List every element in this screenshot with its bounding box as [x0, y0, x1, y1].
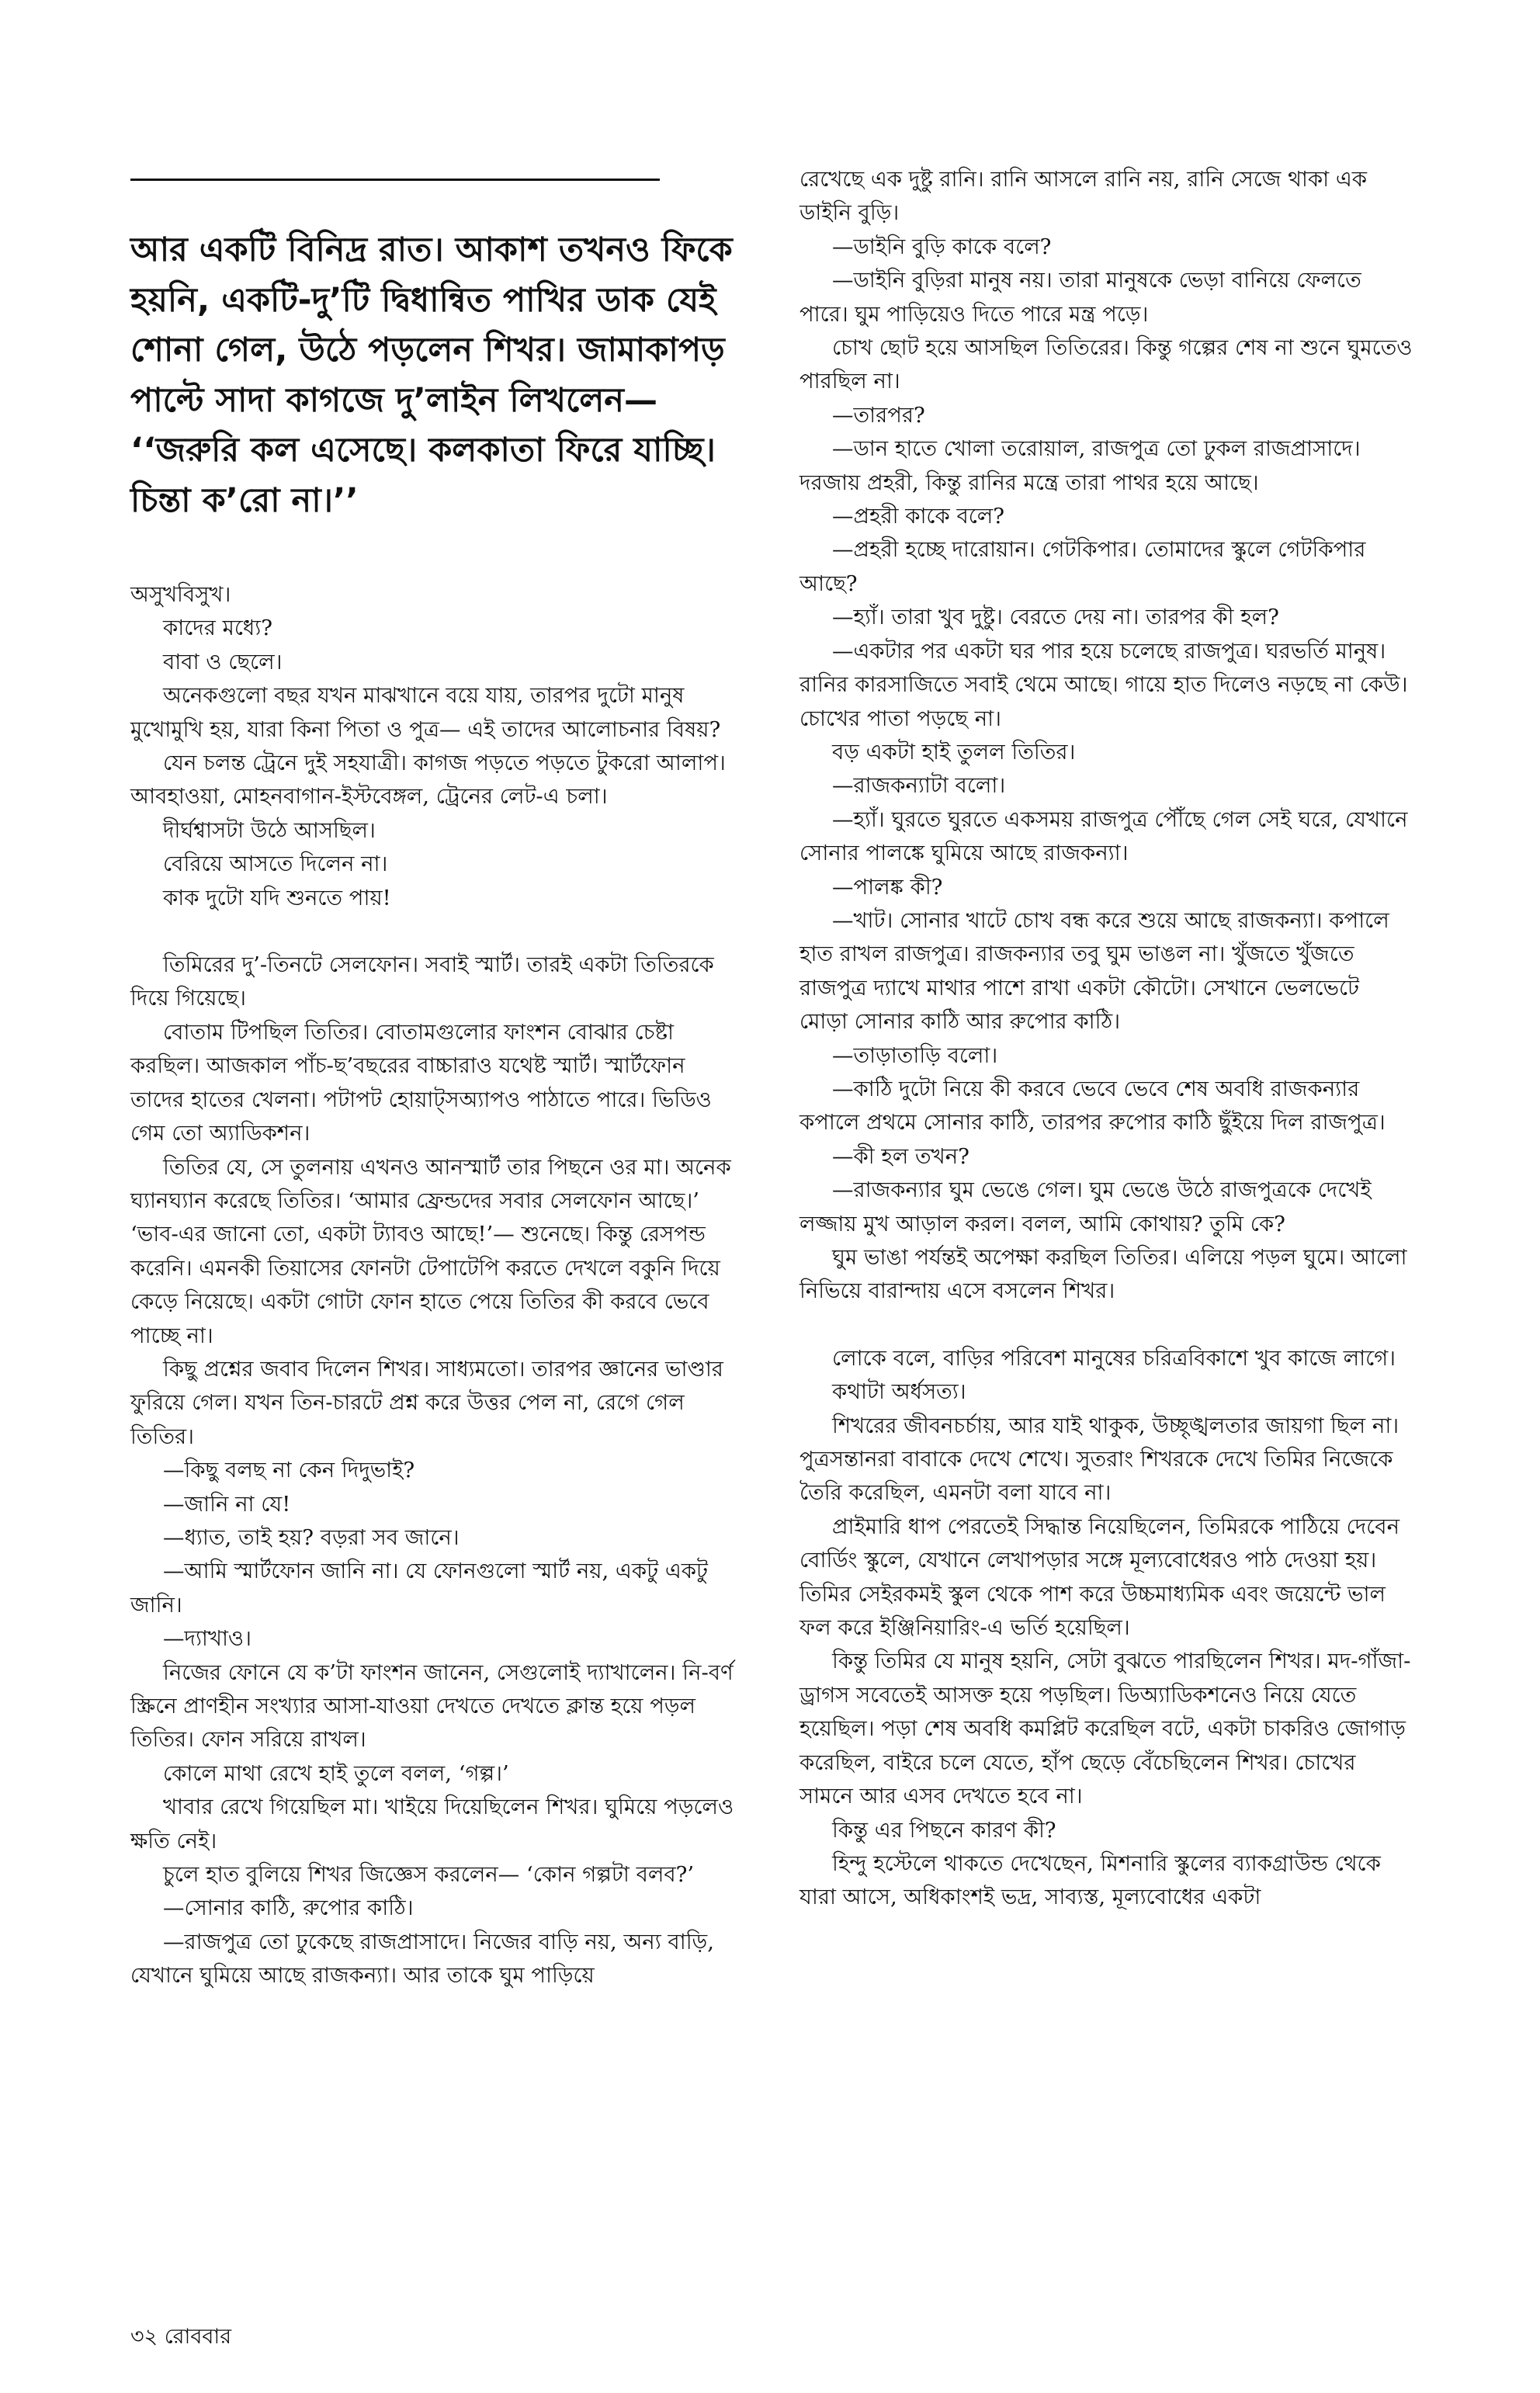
paragraph: বাবা ও ছেলে।	[163, 649, 283, 675]
section-break	[799, 1309, 1413, 1342]
paragraph: ঘুম ভাঙা পর্যন্তই অপেক্ষা করছিল তিতির। এলিয়ে পড়ল ঘুমে। আলো নিভিয়ে বারান্দায় এসে বসলেন শিখর।	[799, 1245, 1407, 1304]
paragraph: অসুখবিসুখ।	[130, 582, 231, 607]
paragraph: কিন্তু এর পিছনে কারণ কী?	[832, 1817, 1056, 1843]
paragraph: দীর্ঘশ্বাসটা উঠে আসছিল।	[163, 817, 376, 843]
paragraph: কথাটা অর্ধসত্য।	[832, 1379, 966, 1405]
left-column	[130, 578, 744, 1993]
pull-quote-text: আর একটি বিনিদ্র রাত। আকাশ তখনও ফিকে হয়নি, একটি-দু’টি দ্বিধান্বিত পাখির ডাক যেই শোনা গেল, উঠে পড়লেন শিখর। জামাকাপড় পাল্টে সাদা কাগজে দু’লাইন লিখলেন— ‘‘জরুরি কল এসেছে। কলকাতা ফিরে যাচ্ছি। চিন্তা ক’রো না।’’	[130, 231, 733, 520]
paragraph: —খাট। সোনার খাটে চোখ বন্ধ করে শুয়ে আছে রাজকন্যা। কপালে হাত রাখল রাজপুত্র। রাজকন্যার তবু ঘুম ভাঙল না। খুঁজতে খুঁজতে রাজপুত্র দ্যাখে মাথার পাশে রাখা একটা কৌটো। সেখানে ভেলভেটে মোড়া সোনার কাঠি আর রুপোর কাঠি।	[799, 907, 1389, 1035]
paragraph: নিজের ফোনে যে ক’টা ফাংশন জানেন, সেগুলোই দ্যাখালেন। নি-বর্ণ স্ক্রিনে প্রাণহীন সংখ্যার আসা-যাওয়া দেখতে দেখতে ক্লান্ত হয়ে পড়ল তিতির। ফোন সরিয়ে রাখল।	[130, 1659, 734, 1753]
paragraph: —জানি না যে!	[163, 1491, 291, 1517]
paragraph: —একটার পর একটা ঘর পার হয়ে চলেছে রাজপুত্র। ঘরভর্তি মানুষ। রানির কারসাজিতে সবাই থেমে আছে। গায়ে হাত দিলেও নড়ছে না কেউ। চোখের পাতা পড়ছে না।	[799, 638, 1408, 731]
paragraph: —হ্যাঁ। তারা খুব দুষ্টু। বেরতে দেয় না। তারপর কী হল?	[832, 605, 1279, 630]
paragraph: —হ্যাঁ। ঘুরতে ঘুরতে একসময় রাজপুত্র পৌঁছে গেল সেই ঘরে, যেখানে সোনার পালঙ্কে ঘুমিয়ে আছে রাজকন্যা।	[799, 806, 1408, 866]
paragraph: কাক দুটো যদি শুনতে পায়!	[163, 885, 391, 910]
paragraph: কাদের মধ্যে?	[163, 616, 273, 641]
paragraph: —ধ্যাত, তাই হয়? বড়রা সব জানে।	[163, 1524, 460, 1550]
paragraph: চুলে হাত বুলিয়ে শিখর জিজ্ঞেস করলেন— ‘কোন গল্পটা বলব?’	[163, 1862, 695, 1888]
paragraph: রেখেছে এক দুষ্টু রানি। রানি আসলে রানি নয়, রানি সেজে থাকা এক ডাইনি বুড়ি।	[799, 167, 1367, 226]
paragraph: তিতির যে, সে তুলনায় এখনও আনস্মার্ট তার পিছনে ওর মা। অনেক ঘ্যানঘ্যান করেছে তিতির। ‘আমার ফ্রেন্ডদের সবার সেলফোন আছে।’ ‘ভাব-এর জানো তো, একটা ট্যাবও আছে!’— শুনেছে। কিন্তু রেসপন্ড করেনি। এমনকী তিয়াসের ফোনটা টেপাটেপি করতে দেখলে বকুনি দিয়ে কেড়ে নিয়েছে। একটা গোটা ফোন হাতে পেয়ে তিতির কী করবে ভেবে পাচ্ছে না।	[130, 1154, 731, 1348]
paragraph: —রাজকন্যাটা বলো।	[832, 773, 1006, 799]
paragraph: চোখ ছোট হয়ে আসছিল তিতিরের। কিন্তু গল্পের শেষ না শুনে ঘুমতেও পারছিল না।	[799, 335, 1413, 394]
top-rule	[130, 179, 660, 181]
paragraph: —কী হল তখন?	[832, 1143, 969, 1169]
paragraph: কোলে মাথা রেখে হাই তুলে বলল, ‘গল্প।’	[163, 1760, 509, 1786]
paragraph: প্রাইমারি ধাপ পেরতেই সিদ্ধান্ত নিয়েছিলেন, তিমিরকে পাঠিয়ে দেবেন বোর্ডিং স্কুলে, যেখানে লেখাপড়ার সঙ্গে মূল্যবোধেরও পাঠ দেওয়া হয়। তিমির সেইরকমই স্কুল থেকে পাশ করে উচ্চমাধ্যমিক এবং জয়েন্টে ভাল ফল করে ইঞ্জিনিয়ারিং-এ ভর্তি হয়েছিল।	[799, 1514, 1400, 1641]
page-footer: ৩২ রোববার	[130, 2325, 232, 2349]
paragraph: লোকে বলে, বাড়ির পরিবেশ মানুষের চরিত্রবিকাশে খুব কাজে লাগে।	[832, 1345, 1396, 1371]
paragraph: —কাঠি দুটো নিয়ে কী করবে ভেবে ভেবে শেষ অবধি রাজকন্যার কপালে প্রথমে সোনার কাঠি, তারপর রুপোর কাঠি ছুঁইয়ে দিল রাজপুত্র।	[799, 1076, 1386, 1136]
paragraph: বেরিয়ে আসতে দিলেন না।	[163, 851, 388, 877]
pull-quote	[130, 225, 751, 525]
paragraph: হিন্দু হস্টেলে থাকতে দেখেছেন, মিশনারি স্কুলের ব্যাকগ্রাউন্ড থেকে যারা আসে, অধিকাংশই ভদ্র, সাব্যস্ত, মূল্যবোধের একটা	[799, 1850, 1381, 1910]
paragraph: —পালঙ্ক কী?	[832, 874, 943, 900]
paragraph: যেন চলন্ত ট্রেনে দুই সহযাত্রী। কাগজ পড়তে পড়তে টুকরো আলাপ। আবহাওয়া, মোহনবাগান-ইস্টবেঙ্গল, ট্রেনের লেট-এ চলা।	[130, 751, 726, 810]
paragraph: বড় একটা হাই তুলল তিতির।	[832, 739, 1076, 765]
paragraph: —সোনার কাঠি, রুপোর কাঠি।	[163, 1895, 414, 1921]
paragraph: —প্রহরী হচ্ছে দারোয়ান। গেটকিপার। তোমাদের স্কুলে গেটকিপার আছে?	[799, 537, 1366, 596]
paragraph: বোতাম টিপছিল তিতির। বোতামগুলোর ফাংশন বোঝার চেষ্টা করছিল। আজকাল পাঁচ-ছ’বছরের বাচ্চারাও যথেষ্ট স্মার্ট। স্মার্টফোন তাদের হাতের খেলনা। পটাপট হোয়াট্‌সঅ্যাপও পাঠাতে পারে। ভিডিও গেম তো অ্যাডিকশন।	[130, 1019, 712, 1146]
paragraph: —আমি স্মার্টফোন জানি না। যে ফোনগুলো স্মার্ট নয়, একটু একটু জানি।	[130, 1559, 708, 1618]
paragraph: —ডান হাতে খোলা তরোয়াল, রাজপুত্র তো ঢুকল রাজপ্রাসাদে। দরজায় প্রহরী, কিন্তু রানির মন্ত্রে তারা পাথর হয়ে আছে।	[799, 436, 1361, 495]
section-break	[130, 915, 744, 949]
paragraph: —তারপর?	[832, 402, 925, 428]
paragraph: অনেকগুলো বছর যখন মাঝখানে বয়ে যায়, তারপর দুটো মানুষ মুখোমুখি হয়, যারা কিনা পিতা ও পুত্র— এই তাদের আলোচনার বিষয়?	[130, 683, 721, 742]
paragraph: —তাড়াতাড়ি বলো।	[832, 1042, 998, 1068]
paragraph: —রাজপুত্র তো ঢুকেছে রাজপ্রাসাদে। নিজের বাড়ি নয়, অন্য বাড়ি, যেখানে ঘুমিয়ে আছে রাজকন্যা। আর তাকে ঘুম পাড়িয়ে	[130, 1929, 714, 1989]
paragraph: খাবার রেখে গিয়েছিল মা। খাইয়ে দিয়েছিলেন শিখর। ঘুমিয়ে পড়লেও ক্ষতি নেই।	[130, 1795, 734, 1854]
paragraph: কিন্তু তিমির যে মানুষ হয়নি, সেটা বুঝতে পারছিলেন শিখর। মদ-গাঁজা-ড্রাগস সবেতেই আসক্ত হয়ে পড়ছিল। ডিঅ্যাডিকশনেও নিয়ে যেতে হয়েছিল। পড়া শেষ অবধি কমপ্লিট করেছিল বটে, একটা চাকরিও জোগাড় করেছিল, বাইরে চলে যেতে, হাঁপ ছেড়ে বেঁচেছিলেন শিখর। চোখের সামনে আর এসব দেখতে হবে না।	[799, 1649, 1411, 1809]
paragraph: —প্রহরী কাকে বলে?	[832, 504, 1005, 529]
paragraph: —কিছু বলছ না কেন দিদুভাই?	[163, 1458, 415, 1483]
right-column	[799, 163, 1413, 1915]
paragraph: —রাজকন্যার ঘুম ভেঙে গেল। ঘুম ভেঙে উঠে রাজপুত্রকে দেখেই লজ্জায় মুখ আড়াল করল। বলল, আমি কোথায়? তুমি কে?	[799, 1177, 1372, 1236]
paragraph: তিমিরের দু’-তিনটে সেলফোন। সবাই স্মার্ট। তারই একটা তিতিরকে দিয়ে গিয়েছে।	[130, 952, 714, 1011]
paragraph: কিছু প্রশ্নের জবাব দিলেন শিখর। সাধ্যমতো। তারপর জ্ঞানের ভাণ্ডার ফুরিয়ে গেল। যখন তিন-চারটে প্রশ্ন করে উত্তর পেল না, রেগে গেল তিতির।	[130, 1356, 723, 1449]
paragraph: —দ্যাখাও।	[163, 1626, 252, 1652]
paragraph: শিখরের জীবনচর্চায়, আর যাই থাকুক, উচ্ছৃঙ্খলতার জায়গা ছিল না। পুত্রসন্তানরা বাবাকে দেখে শেখে। সুতরাং শিখরকে দেখে তিমির নিজেকে তৈরি করেছিল, এমনটা বলা যাবে না।	[799, 1413, 1400, 1506]
paragraph: —ডাইনি বুড়ি কাকে বলে?	[832, 234, 1052, 259]
paragraph: —ডাইনি বুড়িরা মানুষ নয়। তারা মানুষকে ভেড়া বানিয়ে ফেলতে পারে। ঘুম পাড়িয়েও দিতে পারে মন্ত্র পড়ে।	[799, 268, 1361, 327]
